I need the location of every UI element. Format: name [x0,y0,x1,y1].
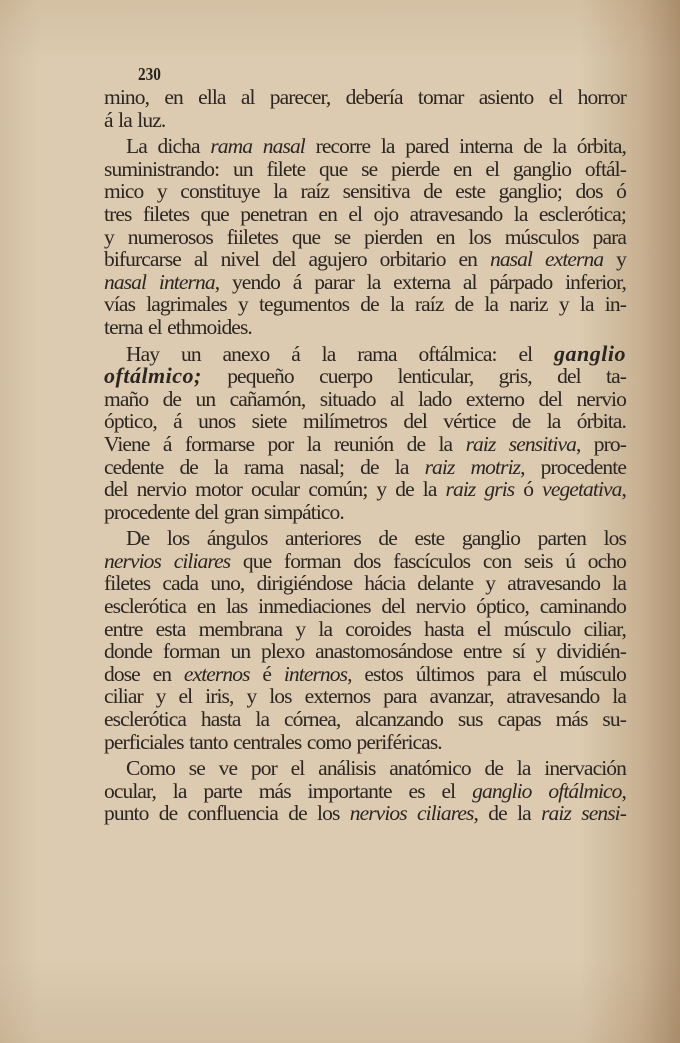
text-run: , yendo á parar la externa al párpado inferior, [214,269,626,294]
text-line-content [104,388,626,411]
bold-term: ganglio [554,340,626,366]
text-line [104,388,626,411]
text-line-content [104,663,626,686]
text-run: cedente de la rama nasal; de la [104,454,425,479]
text-run: esclerótica hasta la córnea, alcanzando sus capas más su- [104,707,626,732]
text-line-content [104,456,626,479]
italic-term: nervios ciliares [104,548,231,573]
text-run: punto de confluencia de los [104,801,350,826]
text-line [104,293,626,316]
text-line [104,226,626,249]
text-line-content [104,86,626,109]
text-run: y numerosos fiiletes que se pierden en los músculos para [104,224,626,249]
text-line [104,456,626,479]
text-run: bifurcarse al nivel del agujero orbitario en [104,247,490,272]
text-line [104,248,626,271]
text-line-content [104,572,626,595]
text-line-content [104,316,626,339]
text-line-content [104,780,626,803]
text-line [104,527,626,550]
text-run: donde forman un plexo anastomosándose entre sí y dividién- [104,639,626,664]
text-line-content [104,226,626,249]
text-line-content [104,802,626,825]
text-run: La dicha [126,134,211,159]
italic-term: raiz motriz [424,454,521,479]
text-run: dose en [104,661,184,686]
text-run: entre esta membrana y la coroides hasta el músculo ciliar, [104,616,626,641]
text-line-content [104,685,626,708]
text-line [104,109,626,132]
text-run: , de la [473,801,542,826]
text-line [104,595,626,618]
text-run: á la luz. [104,107,166,132]
italic-term: vegetativa [542,477,622,502]
text-run: terna el ethmoides. [104,314,252,339]
text-line-content [126,527,626,550]
text-line-content [126,135,626,158]
italic-term: externos [183,661,250,686]
text-line-content [104,109,626,132]
page-number: 230 [138,64,161,84]
text-line [104,158,626,181]
text-line [104,572,626,595]
italic-term: internos [283,661,348,686]
text-line [104,802,626,825]
text-run: mico y constituye la raíz sensitiva de este ganglio; dos ó [104,179,626,204]
italic-term: nasal interna [104,269,215,294]
text-line-content [104,640,626,663]
text-line [104,640,626,663]
text-line-content [104,618,626,641]
text-run: é [249,661,284,686]
italic-term: raiz sensitiva [465,431,576,456]
text-line-content [126,340,626,366]
text-line-content [104,365,626,388]
text-line [104,340,626,366]
text-run: suministrando: un filete que se pierde en el ganglio oftál- [104,156,626,181]
bold-term: oftálmico; [104,363,202,389]
text-run: ocular, la parte más importante es el [104,778,473,803]
text-run: que forman dos fascículos con seis ú ocho [230,548,626,573]
text-line [104,550,626,573]
text-run: , procedente [520,454,626,479]
text-run: pequeño cuerpo lenticular, gris, del ta- [201,364,626,389]
text-run: mino, en ella al parecer, debería tomar asiento el horror [104,85,626,109]
text-run: De los ángulos anteriores de este ganglio parten los [126,526,626,551]
text-run: filetes cada uno, dirigiéndose hácia delante y atravesando la [104,571,626,596]
text-line-content [104,248,626,271]
text-line [104,478,626,501]
text-run: Hay un anexo á la rama oftálmica: el [126,341,555,366]
italic-term: raiz sensi- [541,801,627,826]
text-run: , [621,778,626,803]
text-line [104,663,626,686]
text-line [104,180,626,203]
text-line [104,365,626,388]
text-line-content [104,501,626,524]
text-line [104,501,626,524]
text-run: , pro- [575,431,627,456]
text-line-content [104,410,626,433]
text-line-content [104,478,626,501]
text-run: del nervio motor ocular común; y de la [104,477,446,502]
italic-term: ganglio oftálmico [472,778,622,803]
text-line [104,135,626,158]
text-run: Como se ve por el análisis anatómico de la inervación [126,756,626,781]
text-run: y [603,247,627,272]
text-line [104,86,626,109]
text-line [104,271,626,294]
text-line-content [104,708,626,731]
text-line [104,708,626,731]
text-run: , estos últimos para el músculo [347,661,626,686]
text-line-content [104,180,626,203]
italic-term: nasal externa [489,247,604,272]
text-line [104,410,626,433]
text-line-content [104,433,626,456]
text-run: Viene á formarse por la reunión de la [104,431,466,456]
text-line [104,203,626,226]
text-line [104,685,626,708]
text-run: procedente del gran simpático. [104,499,344,524]
text-run: , [621,477,626,502]
text-line [104,618,626,641]
text-run: ó [514,477,543,502]
text-run: ciliar y el iris, y los externos para avanzar, atravesando la [104,684,626,709]
italic-term: rama nasal [210,134,305,159]
text-run: esclerótica en las inmediaciones del nervio óptico, caminando [104,594,626,619]
text-run: recorre la pared interna de la órbita, [304,134,627,159]
text-line-content [104,731,626,754]
text-run: óptico, á unos siete milímetros del vértice de la órbita. [104,409,626,434]
text-line-content [104,271,626,294]
text-run: vías lagrimales y tegumentos de la raíz de la nariz y la in- [104,292,626,317]
text-line-content [104,203,626,226]
body-text [104,86,626,825]
text-line-content [104,595,626,618]
text-line [104,780,626,803]
text-line-content [104,158,626,181]
italic-term: raiz gris [445,477,515,502]
text-run: perficiales tanto centrales como periféricas. [104,729,442,754]
text-line [104,316,626,339]
text-line [104,433,626,456]
text-run: maño de un cañamón, situado al lado externo del nervio [104,386,626,411]
text-line-content [104,293,626,316]
text-line [104,731,626,754]
text-line-content [104,550,626,573]
text-line [104,757,626,780]
italic-term: nervios ciliares [349,801,474,826]
text-run: tres filetes que penetran en el ojo atravesando la esclerótica; [104,201,626,226]
text-line-content [126,757,626,780]
